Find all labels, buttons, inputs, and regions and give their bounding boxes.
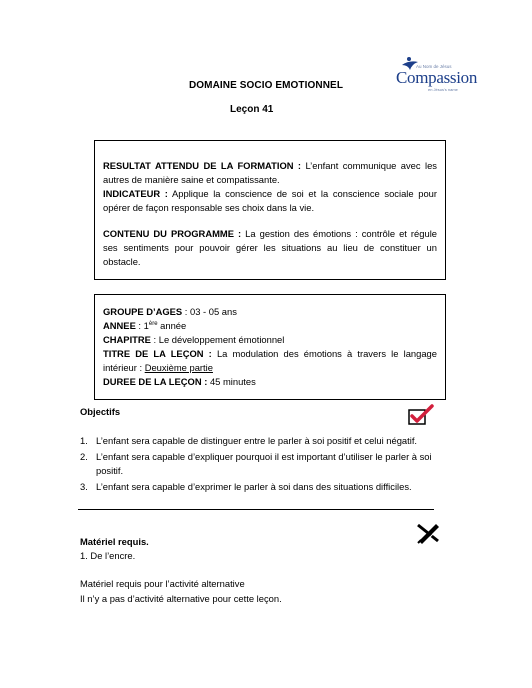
program-text: La gestion des émotions : contrôle et régule ses sentiments pour pouvoir gérer les situations au lieu de constituer un obstacle. <box>103 228 437 267</box>
year-text: : 1 <box>135 320 149 331</box>
indicator <box>103 187 437 215</box>
domain-title: DOMAINE SOCIO EMOTIONNEL <box>188 80 344 91</box>
year-text-post: année <box>157 320 187 331</box>
chapter-text: : Le développement émotionnel <box>150 334 285 345</box>
expected-result <box>103 159 437 187</box>
checkbox-check-icon <box>408 404 434 431</box>
objective-text: L’enfant sera capable d’exprimer le parler à soi dans des situations difficiles. <box>96 480 412 492</box>
year-sup: ère <box>148 320 158 327</box>
pen-ruler-icon <box>416 521 442 550</box>
list-item <box>80 434 440 449</box>
logo-brand: Compassion <box>396 68 478 87</box>
indicator-text: Applique la conscience de soi et la conscience sociale pour opérer de façon responsable ses choix dans la vie. <box>103 188 438 213</box>
material-item: 1. De l’encre. <box>80 550 136 561</box>
expected-result-box <box>94 140 446 280</box>
duration-text: 45 minutes <box>207 376 256 387</box>
objective-number: 2. <box>80 450 88 462</box>
program-content <box>103 227 437 269</box>
divider <box>78 509 434 510</box>
age-group <box>103 305 437 319</box>
objectives-heading: Objectifs <box>80 406 121 417</box>
title-text: La modulation des émotions à travers le langage intérieur : <box>103 348 437 373</box>
alt-materials-heading: Matériel requis pour l’activité alternative <box>80 578 245 589</box>
chapter <box>103 333 437 347</box>
objective-text: L’enfant sera capable de distinguer entre le parler à soi positif et celui négatif. <box>96 435 418 446</box>
logo-tagline: Au Nom de Jésus <box>416 64 452 69</box>
alt-materials-text: Il n’y a pas d’activité alternative pour cette leçon. <box>80 593 282 604</box>
lesson-info-box <box>94 294 446 400</box>
result-label: RESULTAT ATTENDU DE LA FORMATION : <box>103 160 302 171</box>
year <box>103 319 437 333</box>
lesson-title: Leçon 41 <box>230 104 274 115</box>
year-label: ANNEE <box>103 320 136 331</box>
objectives-list <box>80 434 440 495</box>
program-label: CONTENU DU PROGRAMME : <box>103 228 242 239</box>
age-label: GROUPE D’AGES <box>103 306 183 317</box>
chapter-label: CHAPITRE <box>103 334 151 345</box>
objective-number: 3. <box>80 480 88 492</box>
list-item <box>80 450 440 479</box>
lesson-title-info <box>103 347 437 375</box>
logo-tagline-bottom: en Jésus's name <box>428 87 458 92</box>
compassion-logo <box>388 56 488 100</box>
age-text: : 03 - 05 ans <box>182 306 237 317</box>
objective-number: 1. <box>80 435 88 446</box>
title-part: Deuxième partie <box>144 362 213 373</box>
duration <box>103 375 437 389</box>
duration-label: DUREE DE LA LEÇON : <box>103 376 208 387</box>
result-text: L’enfant communique avec les autres de manière saine et compatissante. <box>103 160 437 185</box>
title-label: TITRE DE LA LEÇON : <box>103 348 212 359</box>
list-item <box>80 480 440 495</box>
objective-text: L’enfant sera capable d’expliquer pourquoi il est important d’utiliser le parler à soi positif. <box>96 450 432 476</box>
materials-heading: Matériel requis. <box>80 536 149 547</box>
indicator-label: INDICATEUR : <box>103 188 168 199</box>
